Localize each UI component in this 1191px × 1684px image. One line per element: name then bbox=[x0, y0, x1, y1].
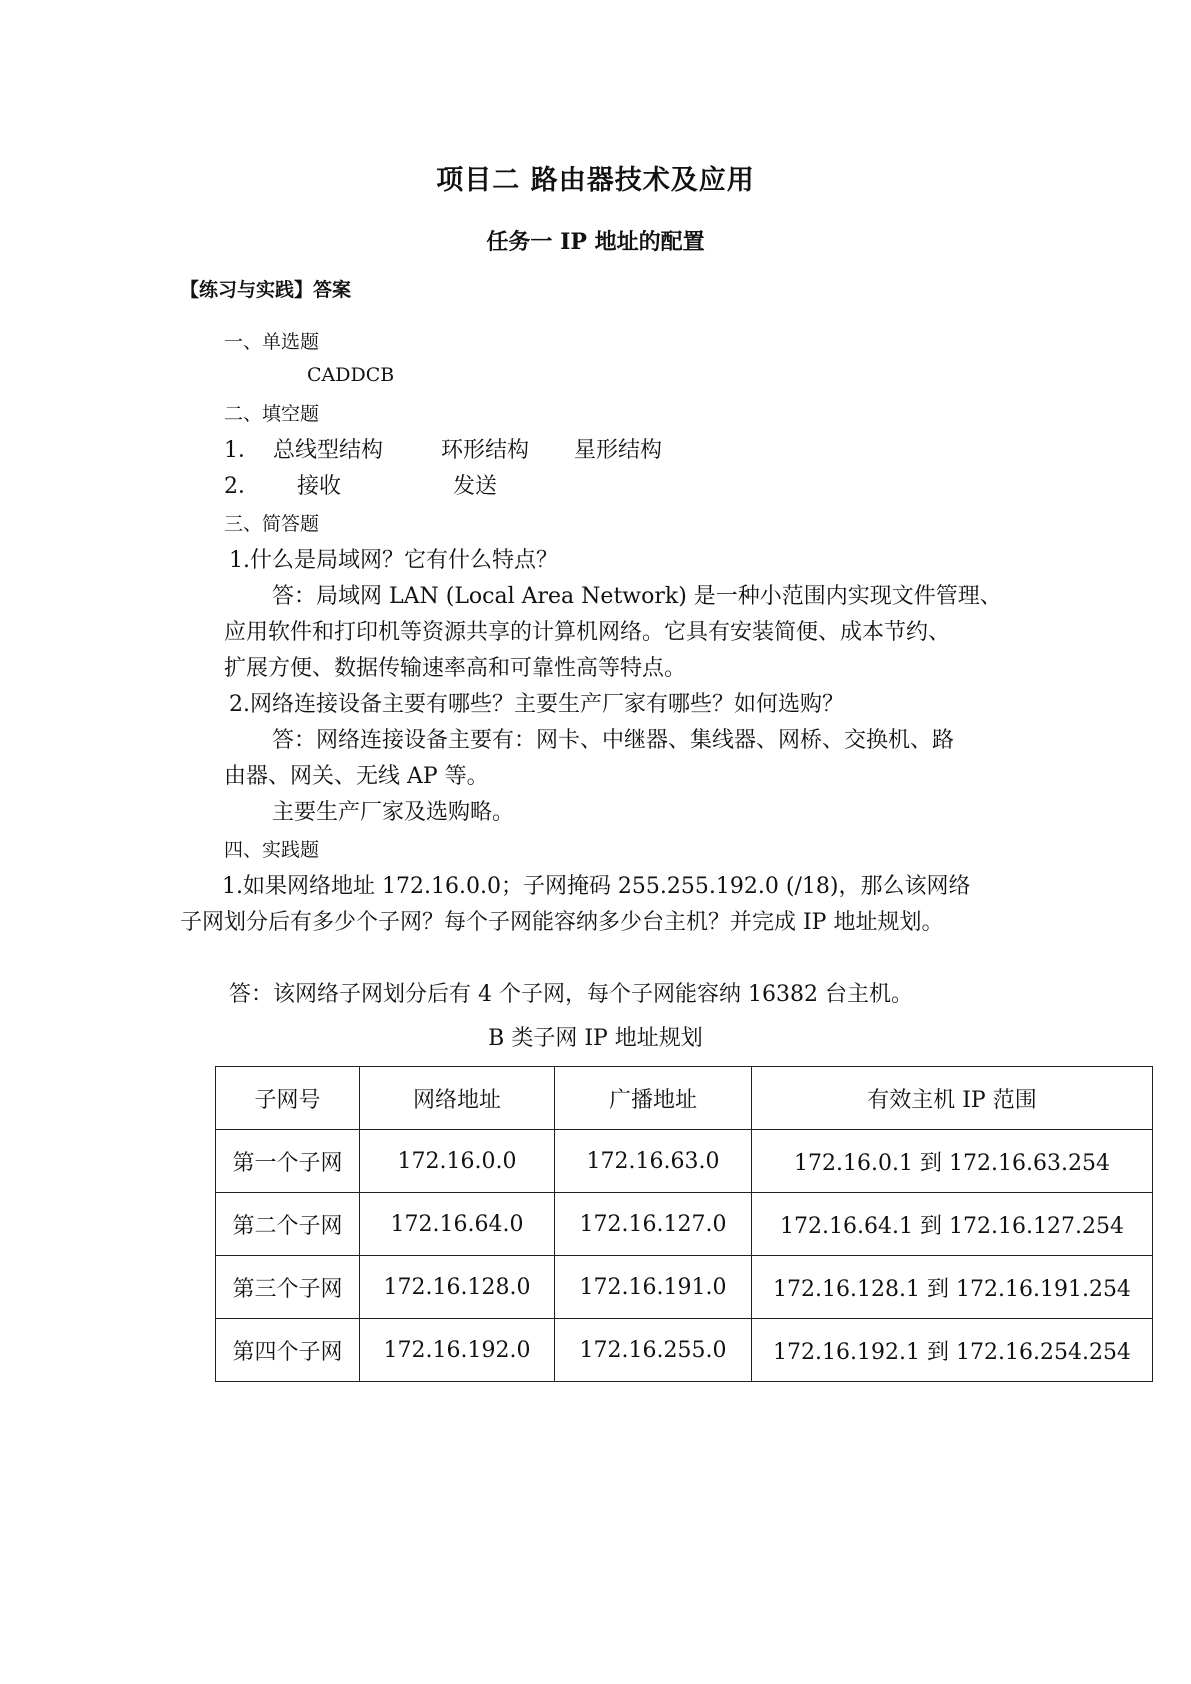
short-answer-a2-line-3: 主要生产厂家及选购略。 bbox=[272, 800, 515, 825]
fill-blank-q2-answer-2: 发送 bbox=[453, 474, 498, 499]
page-title: 项目二 路由器技术及应用 bbox=[436, 165, 755, 196]
table-row bbox=[216, 1130, 1153, 1193]
practice-answer: 答：该网络子网划分后有 4 个子网，每个子网能容纳 16382 台主机。 bbox=[229, 982, 913, 1007]
table-header-row bbox=[216, 1067, 1153, 1130]
table-row bbox=[216, 1193, 1153, 1256]
fill-blank-q1-answer-1: 总线型结构 bbox=[273, 438, 384, 463]
section-practice-label: 四、实践题 bbox=[224, 839, 320, 861]
short-answer-a2-line-1: 答：网络连接设备主要有：网卡、中继器、集线器、网桥、交换机、路 bbox=[272, 728, 955, 753]
fill-blank-q1-answer-3: 星形结构 bbox=[574, 438, 663, 463]
table-header-cell: 广播地址 bbox=[555, 1067, 752, 1130]
section-fill-blank-label: 二、填空题 bbox=[224, 403, 320, 425]
single-choice-answer: CADDCB bbox=[307, 364, 395, 386]
table-cell: 172.16.255.0 bbox=[555, 1319, 752, 1382]
short-answer-a1-line-2: 应用软件和打印机等资源共享的计算机网络。它具有安装简便、成本节约、 bbox=[224, 620, 951, 645]
ip-plan-table bbox=[215, 1066, 1153, 1382]
short-answer-a1-line-1: 答：局域网 LAN (Local Area Network) 是一种小范围内实现文件管理、 bbox=[272, 584, 1002, 609]
table-cell: 第二个子网 bbox=[216, 1193, 360, 1256]
page-subtitle: 任务一 IP 地址的配置 bbox=[486, 229, 705, 255]
section-short-answer-label: 三、简答题 bbox=[224, 513, 320, 535]
table-cell: 172.16.128.1 到 172.16.191.254 bbox=[752, 1256, 1153, 1319]
table-caption: B 类子网 IP 地址规划 bbox=[488, 1026, 703, 1051]
practice-q1-line-1: 1.如果网络地址 172.16.0.0；子网掩码 255.255.192.0 (/18)，那么该网络 bbox=[222, 874, 971, 899]
fill-blank-q1-number: 1． bbox=[224, 438, 260, 463]
fill-blank-q2-answer-1: 接收 bbox=[297, 474, 342, 499]
table-cell: 第四个子网 bbox=[216, 1319, 360, 1382]
table-cell: 第三个子网 bbox=[216, 1256, 360, 1319]
table-row bbox=[216, 1319, 1153, 1382]
fill-blank-q2-number: 2． bbox=[224, 474, 260, 499]
table-cell: 172.16.64.1 到 172.16.127.254 bbox=[752, 1193, 1153, 1256]
table-cell: 172.16.192.1 到 172.16.254.254 bbox=[752, 1319, 1153, 1382]
table-cell: 172.16.64.0 bbox=[360, 1193, 555, 1256]
section-single-choice-label: 一、单选题 bbox=[224, 331, 320, 353]
short-answer-a1-line-3: 扩展方便、数据传输速率高和可靠性高等特点。 bbox=[224, 656, 687, 681]
practice-q1-line-2: 子网划分后有多少个子网？每个子网能容纳多少台主机？并完成 IP 地址规划。 bbox=[180, 910, 944, 935]
table-header-cell: 子网号 bbox=[216, 1067, 360, 1130]
table-row bbox=[216, 1256, 1153, 1319]
table-cell: 172.16.192.0 bbox=[360, 1319, 555, 1382]
table-cell: 第一个子网 bbox=[216, 1130, 360, 1193]
table-cell: 172.16.191.0 bbox=[555, 1256, 752, 1319]
table-cell: 172.16.127.0 bbox=[555, 1193, 752, 1256]
short-answer-a2-line-2: 由器、网关、无线 AP 等。 bbox=[224, 764, 489, 789]
short-answer-q2: 2.网络连接设备主要有哪些？主要生产厂家有哪些？如何选购？ bbox=[229, 692, 844, 717]
table-header-cell: 网络地址 bbox=[360, 1067, 555, 1130]
answers-heading: 【练习与实践】答案 bbox=[180, 279, 352, 301]
table-header-cell: 有效主机 IP 范围 bbox=[752, 1067, 1153, 1130]
table-cell: 172.16.63.0 bbox=[555, 1130, 752, 1193]
fill-blank-q1-answer-2: 环形结构 bbox=[441, 438, 530, 463]
table-cell: 172.16.0.0 bbox=[360, 1130, 555, 1193]
table-cell: 172.16.128.0 bbox=[360, 1256, 555, 1319]
table-cell: 172.16.0.1 到 172.16.63.254 bbox=[752, 1130, 1153, 1193]
short-answer-q1: 1.什么是局域网？它有什么特点？ bbox=[229, 548, 558, 573]
